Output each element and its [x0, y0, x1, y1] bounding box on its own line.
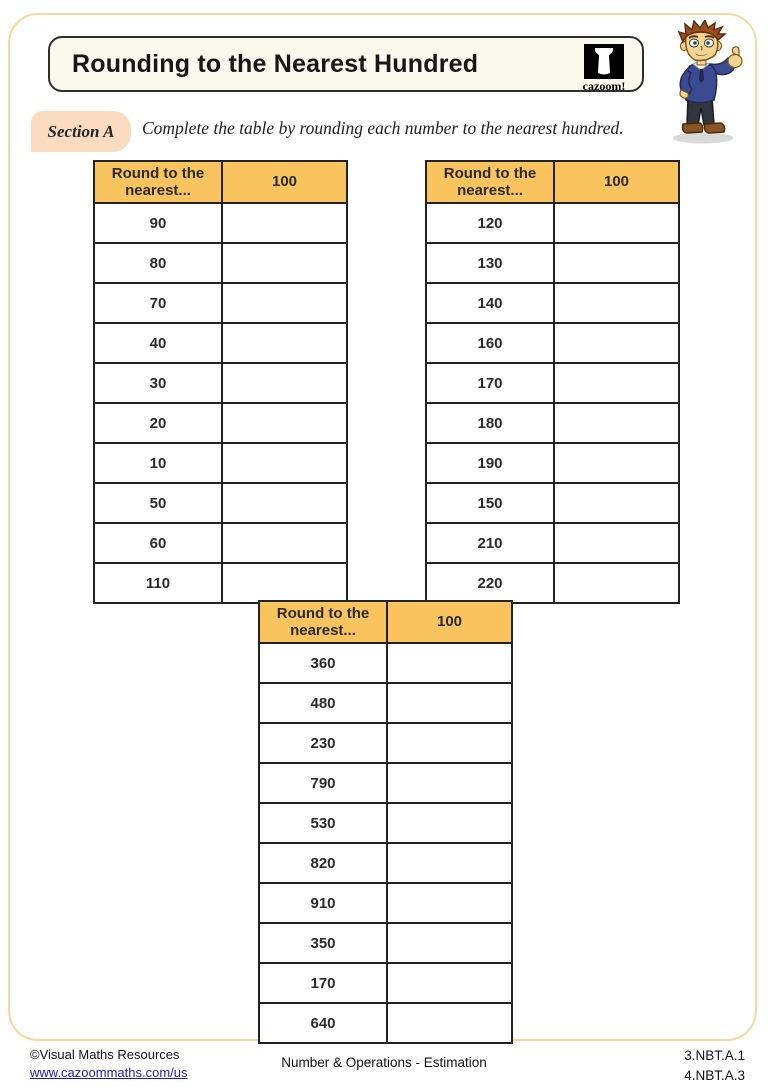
- table-row: [94, 483, 347, 523]
- number-cell: 820: [259, 843, 387, 883]
- answer-cell[interactable]: [554, 403, 679, 443]
- answer-cell[interactable]: [554, 203, 679, 243]
- page-title: Rounding to the Nearest Hundred: [72, 49, 479, 78]
- table-row: [94, 403, 347, 443]
- title-bar: [48, 36, 644, 92]
- rounding-table-1: [93, 160, 348, 604]
- footer-copyright: ©Visual Maths Resources: [30, 1047, 180, 1062]
- header-hundred: 100: [387, 601, 512, 643]
- number-cell: 220: [426, 563, 554, 603]
- table-row: [426, 203, 679, 243]
- header-round-to-nearest: Round to the nearest...: [259, 601, 387, 643]
- footer-website-link[interactable]: www.cazoommaths.com/us: [30, 1064, 188, 1080]
- answer-cell[interactable]: [554, 283, 679, 323]
- worksheet-table: [425, 160, 680, 604]
- header-hundred: 100: [554, 161, 679, 203]
- table-header-row: [94, 161, 347, 203]
- number-cell: 360: [259, 643, 387, 683]
- table-row: [426, 443, 679, 483]
- answer-cell[interactable]: [387, 643, 512, 683]
- answer-cell[interactable]: [387, 723, 512, 763]
- number-cell: 80: [94, 243, 222, 283]
- table-header-row: [426, 161, 679, 203]
- number-cell: 50: [94, 483, 222, 523]
- answer-cell[interactable]: [222, 563, 347, 603]
- number-cell: 190: [426, 443, 554, 483]
- answer-cell[interactable]: [222, 403, 347, 443]
- number-cell: 10: [94, 443, 222, 483]
- footer-topic: Number & Operations - Estimation: [281, 1055, 487, 1070]
- cazoom-drum-icon: [584, 44, 624, 79]
- answer-cell[interactable]: [387, 763, 512, 803]
- number-cell: 210: [426, 523, 554, 563]
- answer-cell[interactable]: [222, 203, 347, 243]
- rounding-table-3: [258, 600, 513, 1044]
- answer-cell[interactable]: [387, 923, 512, 963]
- number-cell: 790: [259, 763, 387, 803]
- number-cell: 90: [94, 203, 222, 243]
- number-cell: 130: [426, 243, 554, 283]
- answer-cell[interactable]: [387, 963, 512, 1003]
- answer-cell[interactable]: [387, 803, 512, 843]
- table-row: [94, 203, 347, 243]
- footer-standards: [684, 1046, 745, 1087]
- table-row: [426, 323, 679, 363]
- table-header-row: [259, 601, 512, 643]
- table-row: [259, 1003, 512, 1043]
- answer-cell[interactable]: [554, 563, 679, 603]
- number-cell: 150: [426, 483, 554, 523]
- answer-cell[interactable]: [222, 243, 347, 283]
- table-row: [94, 323, 347, 363]
- header-round-to-nearest: Round to the nearest...: [94, 161, 222, 203]
- table-row: [94, 563, 347, 603]
- section-badge: Section A: [31, 111, 131, 152]
- table-row: [94, 243, 347, 283]
- cazoom-logo-text: cazoom!: [582, 79, 626, 93]
- table-row: [259, 883, 512, 923]
- section-instruction: Complete the table by rounding each number to the nearest hundred.: [142, 118, 624, 138]
- answer-cell[interactable]: [222, 483, 347, 523]
- number-cell: 640: [259, 1003, 387, 1043]
- answer-cell[interactable]: [554, 243, 679, 283]
- table-row: [426, 363, 679, 403]
- table-row: [94, 283, 347, 323]
- number-cell: 20: [94, 403, 222, 443]
- header-hundred: 100: [222, 161, 347, 203]
- table-row: [259, 963, 512, 1003]
- answer-cell[interactable]: [222, 323, 347, 363]
- worksheet-table: [258, 600, 513, 1044]
- number-cell: 180: [426, 403, 554, 443]
- answer-cell[interactable]: [222, 523, 347, 563]
- table-row: [94, 443, 347, 483]
- number-cell: 480: [259, 683, 387, 723]
- table-row: [94, 523, 347, 563]
- mascot-boy-illustration: [650, 20, 764, 146]
- answer-cell[interactable]: [222, 443, 347, 483]
- table-row: [426, 283, 679, 323]
- number-cell: 110: [94, 563, 222, 603]
- number-cell: 350: [259, 923, 387, 963]
- number-cell: 120: [426, 203, 554, 243]
- answer-cell[interactable]: [387, 883, 512, 923]
- number-cell: 910: [259, 883, 387, 923]
- table-row: [426, 563, 679, 603]
- answer-cell[interactable]: [387, 1003, 512, 1043]
- standard-code-2: 4.NBT.A.3: [684, 1068, 745, 1084]
- number-cell: 70: [94, 283, 222, 323]
- table-row: [259, 803, 512, 843]
- number-cell: 40: [94, 323, 222, 363]
- worksheet-table: [93, 160, 348, 604]
- answer-cell[interactable]: [554, 323, 679, 363]
- table-row: [259, 763, 512, 803]
- answer-cell[interactable]: [387, 843, 512, 883]
- number-cell: 530: [259, 803, 387, 843]
- cazoom-logo: [578, 44, 630, 94]
- answer-cell[interactable]: [554, 483, 679, 523]
- standard-code-1: 3.NBT.A.1: [684, 1048, 745, 1063]
- table-row: [259, 683, 512, 723]
- answer-cell[interactable]: [554, 523, 679, 563]
- table-row: [426, 483, 679, 523]
- number-cell: 60: [94, 523, 222, 563]
- table-row: [426, 523, 679, 563]
- table-row: [259, 923, 512, 963]
- number-cell: 140: [426, 283, 554, 323]
- number-cell: 170: [259, 963, 387, 1003]
- table-row: [426, 403, 679, 443]
- number-cell: 230: [259, 723, 387, 763]
- number-cell: 160: [426, 323, 554, 363]
- number-cell: 30: [94, 363, 222, 403]
- answer-cell[interactable]: [554, 363, 679, 403]
- mascot-shadow: [673, 133, 733, 144]
- number-cell: 170: [426, 363, 554, 403]
- table-row: [259, 723, 512, 763]
- table-row: [426, 243, 679, 283]
- table-row: [259, 643, 512, 683]
- table-row: [94, 363, 347, 403]
- table-row: [259, 843, 512, 883]
- answer-cell[interactable]: [387, 683, 512, 723]
- rounding-table-2: [425, 160, 680, 604]
- answer-cell[interactable]: [554, 443, 679, 483]
- answer-cell[interactable]: [222, 283, 347, 323]
- answer-cell[interactable]: [222, 363, 347, 403]
- header-round-to-nearest: Round to the nearest...: [426, 161, 554, 203]
